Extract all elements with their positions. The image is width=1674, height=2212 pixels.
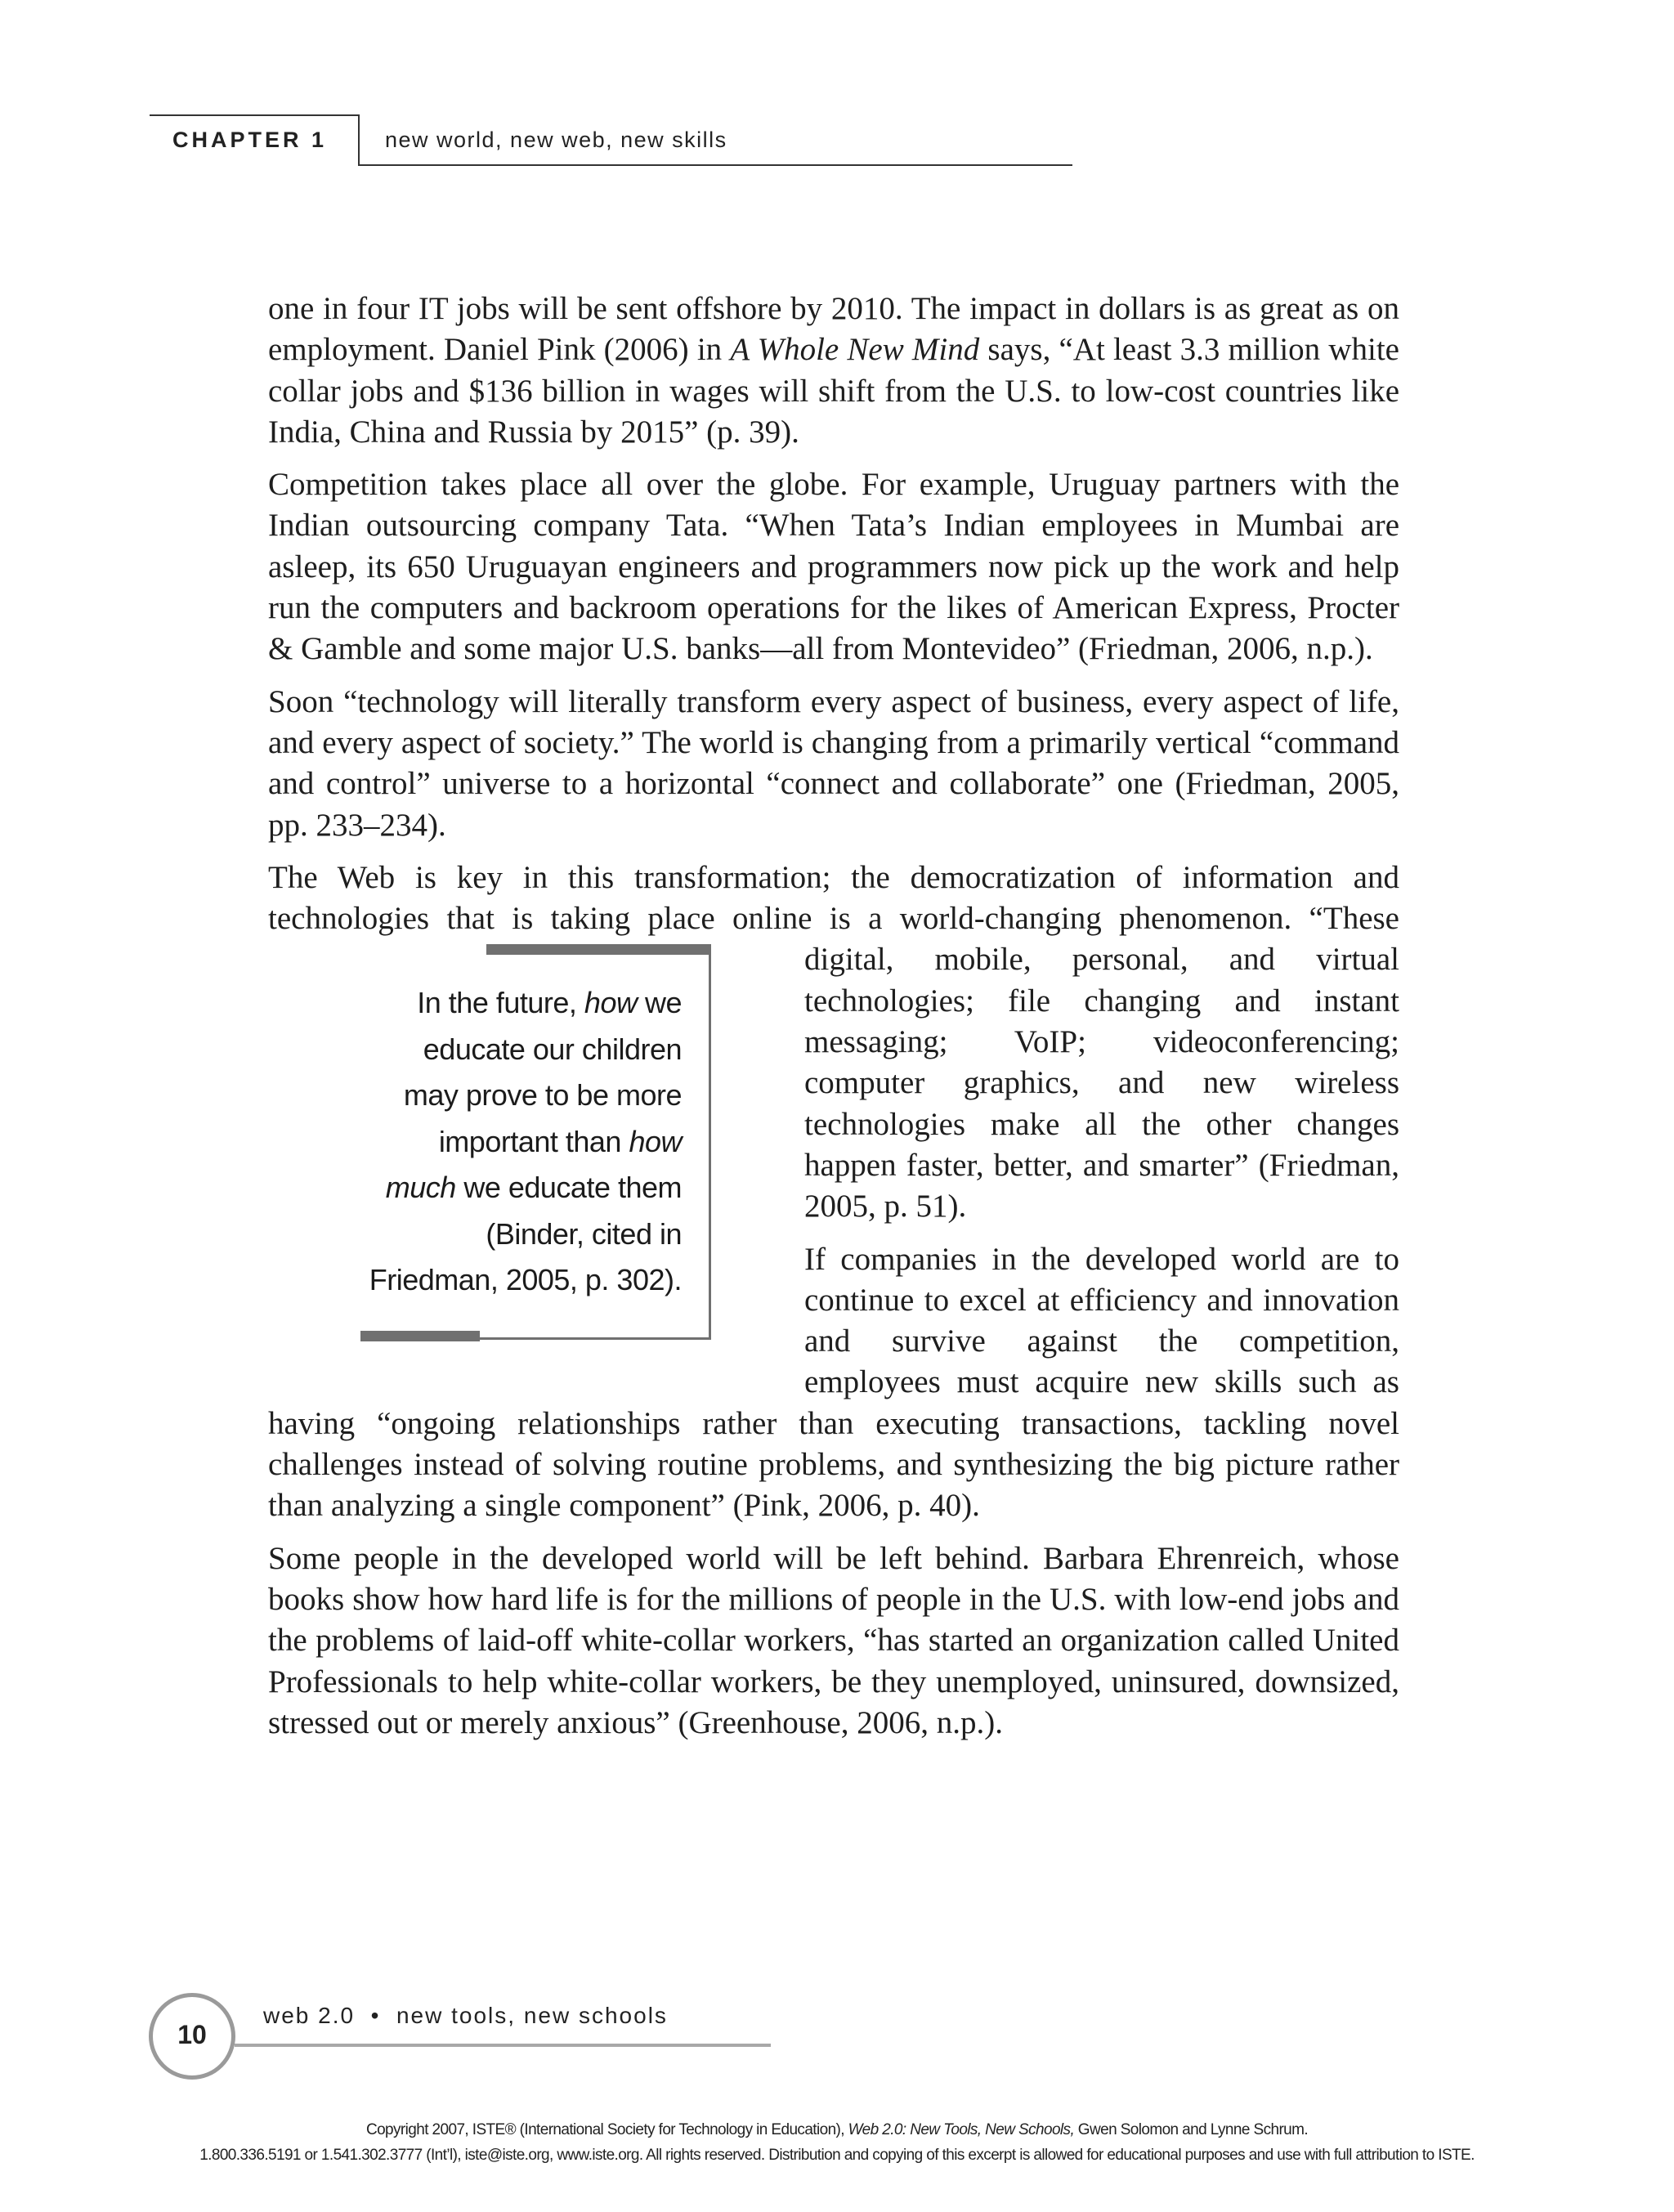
body-text: [268, 289, 1399, 1744]
chapter-label: CHAPTER 1: [172, 128, 328, 152]
header-divider: [358, 114, 360, 165]
footer-book-title: web 2.0 • new tools, new schools: [263, 2003, 668, 2028]
copyright-text-b: Gwen Solomon and Lynne Schrum.: [1074, 2121, 1309, 2138]
pull-quote-bottom-bar: [360, 1331, 480, 1341]
copyright-book-title: Web 2.0: New Tools, New Schools,: [848, 2121, 1075, 2138]
pull-quote-emphasis-1: how: [584, 986, 638, 1020]
paragraph-4: [268, 857, 1399, 1297]
header-bottom-rule: [358, 164, 1072, 166]
pull-quote-text-3: we educate them (Binder, cited in Friedman, 2005, p. 302).: [369, 1171, 682, 1297]
paragraph-1-text-b: says, “At least 3.3 million white collar jobs and $136 billion in wages will shift from the U.S. to low-cost countries like India, China and Russia by 2015” (p. 39).: [268, 332, 1399, 450]
running-head: [150, 114, 1073, 167]
pull-quote-right-rule: [709, 944, 711, 1340]
copyright-line-2: 1.800.336.5191 or 1.541.302.3777 (Int’l), iste@iste.org, www.iste.org. All rights reserved. Distribution and copying of this excerpt is allowed for educational purposes and use with full attribution to ISTE.: [199, 2147, 1475, 2164]
pull-quote: [268, 944, 724, 1397]
header-top-rule: [150, 114, 358, 116]
copyright-line-1: [0, 2117, 1674, 2143]
pull-quote-emphasis-2: how much: [385, 1124, 682, 1205]
copyright-text-a: Copyright 2007, ISTE® (International Society for Technology in Education),: [365, 2121, 848, 2138]
pull-quote-text-1: In the future,: [417, 986, 584, 1020]
pull-quote-top-rule: [486, 944, 710, 955]
page-number: 10: [177, 2020, 207, 2049]
page-number-circle: [149, 1993, 235, 2080]
pull-quote-text: [366, 980, 682, 1304]
paragraph-4-text-a: The Web is key in this transformation; the democratization of information and technologies that is taking place online is a world-changing phenomenon. “These: [268, 859, 1399, 937]
footer-rule: [235, 2044, 771, 2047]
paragraph-1: [268, 289, 1399, 453]
paragraph-5: If companies in the developed world are to continue to excel at efficiency and innovation and survive against the competition, employees must acquire new skills such as having “ongoing relationships rather than executing transactions, tackling novel challenges instead of solving routine problems, and synthesizing the big picture rather than analyzing a single component” (Pink, 2006, p. 40).: [268, 1241, 1399, 1524]
paragraph-6: Some people in the developed world will be left behind. Barbara Ehrenreich, whose books show how hard life is for the millions of people in the U.S. with low-end jobs and the problems of laid-off white-collar workers, “has started an organization called United Professionals to help white-collar workers, be they unemployed, uninsured, downsized, stressed out or merely anxious” (Greenhouse, 2006, n.p.).: [268, 1540, 1399, 1740]
book-title-reference: A Whole New Mind: [730, 332, 980, 368]
pull-quote-text-2: we educate our children may prove to be more important than: [403, 986, 682, 1158]
paragraph-4-text-b: digital, mobile, personal, and virtual technologies; file changing and instant messaging; VoIP; videoconferencing; computer graphics, and new wireless technologies make all the other changes happen faster, better, and smarter” (Friedman, 2005, p. 51).: [804, 942, 1399, 1225]
paragraph-1-text-a: one in four IT jobs will be sent offshore by 2010. The impact in dollars is as great as on employment. Daniel Pink (2006) in: [268, 291, 1399, 368]
chapter-title: new world, new web, new skills: [385, 128, 727, 152]
paragraph-2: Competition takes place all over the globe. For example, Uruguay partners with the Indian outsourcing company Tata. “When Tata’s Indian employees in Mumbai are asleep, its 650 Uruguayan engineers and programmers now pick up the work and help run the computers and backroom operations for the likes of American Express, Procter & Gamble and some major U.S. banks—all from Montevideo” (Friedman, 2006, n.p.).: [268, 467, 1399, 667]
copyright-notice: [0, 2117, 1674, 2168]
paragraph-3: Soon “technology will literally transform every aspect of business, every aspect of life, and every aspect of society.” The world is changing from a primarily vertical “command and control” universe to a horizontal “connect and collaborate” one (Friedman, 2005, pp. 233–234).: [268, 683, 1399, 843]
